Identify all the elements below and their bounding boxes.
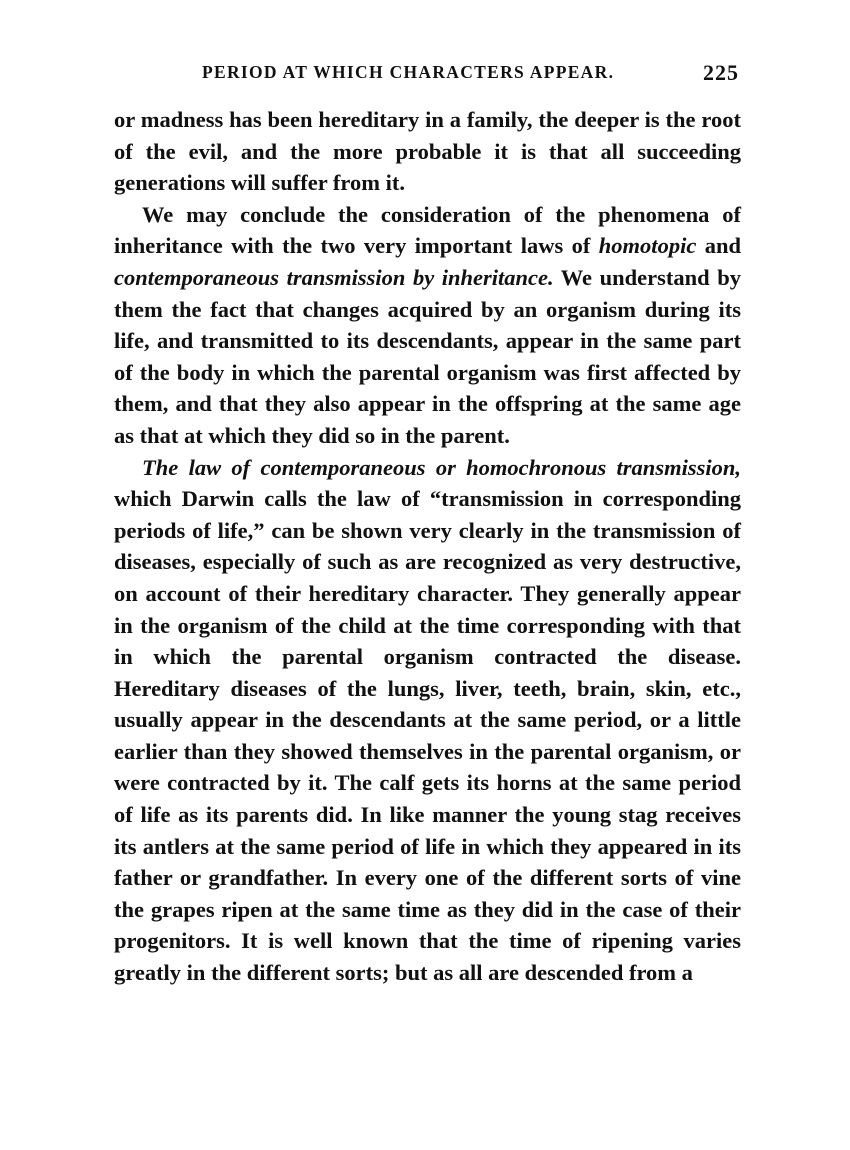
paragraph-2	[114, 199, 741, 452]
paragraph-2-text-a: We may conclude the consideration of the phenomena of inheritance with the two very important laws of	[114, 201, 741, 259]
running-head	[114, 58, 741, 88]
running-title: PERIOD AT WHICH CHARACTERS APPEAR.	[202, 62, 615, 82]
paragraph-1-text: or madness has been hereditary in a family, the deeper is the root of the evil, and the more probable it is that all succeeding generations will suffer from it.	[114, 107, 741, 196]
book-page	[114, 58, 741, 989]
paragraph-3	[114, 452, 741, 989]
page-number: 225	[703, 60, 739, 85]
paragraph-3-text-b: which Darwin calls the law of “transmission in corresponding periods of life,” can be shown very clearly in the transmission of diseases, especially of such as are recognized as very destructive, on account of their hereditary character. They generally appear in the organism of the child at the time corresponding with that in which the parental organism contracted the disease. Hereditary diseases of the lungs, liver, teeth, brain, skin, etc., usually appear in the descendants at the same period, or a little earlier than they showed themselves in the parental organism, or were contracted by it. The calf gets its horns at the same period of life as its parents did. In like manner the young stag receives its antlers at the same period of life in which they appeared in its father or grandfather. In every one of the different sorts of vine the grapes ripen at the same time as they did in the case of their progenitors. It is well known that the time of ripening varies greatly in the different sorts; but as all are descended from a	[114, 486, 741, 986]
italic-term-contemporaneous-transmission: contemporaneous transmission by inheritance.	[114, 264, 554, 290]
paragraph-1	[114, 104, 741, 199]
body-text	[114, 104, 741, 989]
italic-term-homotopic: homotopic	[598, 233, 697, 259]
paragraph-2-text-c: and	[696, 233, 742, 259]
italic-law-heading: The law of contemporaneous or homochronous transmission,	[142, 454, 741, 480]
paragraph-2-text-e: We understand by them the fact that changes acquired by an organism during its life, and transmitted to its descendants, appear in the same part of the body in which the parental organism was first affected by them, and that they also appear in the offspring at the same age as that at which they did so in the parent.	[114, 264, 741, 448]
